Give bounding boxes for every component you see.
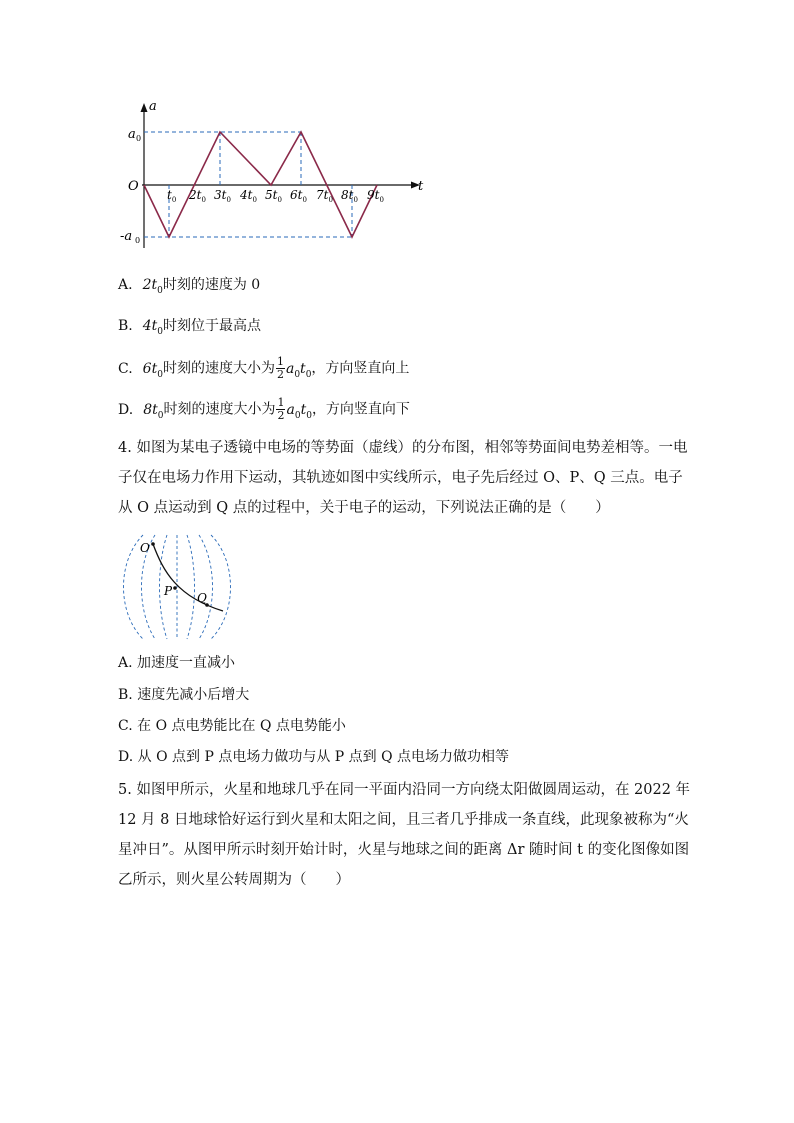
svg-text:-a: -a [120,229,133,244]
q5-line: 乙所示，则火星公转周期为（ ） [118,872,350,888]
option-time: $4t_0$ [142,318,164,337]
svg-text:0: 0 [135,236,141,245]
neg-a0-label [120,229,140,245]
option-time: $8t_0$ [143,401,164,421]
option-text: 时刻的速度大小为 [163,401,276,418]
fraction-one-half: $\frac{1}{2}$ [277,396,285,422]
option-text: 时刻的速度大小为 [162,360,275,377]
option-text: 时刻的速度为 0 [162,277,261,293]
acceleration-time-graph [112,98,432,258]
q5-line: 12 月 8 日地球恰好运行到火星和太阳之间，且三者几乎排成一条直线，此现象被称为“火 [118,812,689,828]
q5-line: 5. 如图甲所示，火星和地球几乎在同一平面内沿同一方向绕太阳做圆周运动，在 2022 年 [118,782,691,798]
option-d[interactable] [118,397,410,425]
label-o: O [140,541,150,555]
svg-text:a: a [128,127,136,142]
option-text-post: ，方向竖直向下 [311,401,410,418]
option-expr: $a_0t_0$ [286,401,312,421]
q4-option-a[interactable]: A. 加速度一直减小 [118,655,236,671]
question-5-stem [118,775,691,895]
option-letter: D. [118,401,134,418]
option-a[interactable] [118,275,260,301]
t-tick-labels [167,188,384,204]
option-text: 时刻位于最高点 [163,318,262,334]
tick-label: $9t_0$ [367,188,384,204]
q4-line: 子仅在电场力作用下运动，其轨迹如图中实线所示，电子先后经过 O、P、Q 三点。电子 [118,470,683,486]
option-letter: A. [118,277,133,293]
tick-label: $4t_0$ [240,188,257,204]
q4-line: 从 O 点运动到 Q 点的过程中，关于电子的运动，下列说法正确的是（ ） [118,500,610,516]
origin-label: O [128,179,139,194]
q4-option-d[interactable]: D. 从 O 点到 P 点电场力做功与从 P 点到 Q 点电场力做功相等 [118,749,510,765]
question-4-stem [118,433,688,523]
t-axis-label: t [418,179,424,194]
tick-label: $8t_0$ [341,188,358,204]
point-p [173,586,177,590]
q4-line: 4. 如图为某电子透镜中电场的等势面（虚线）的分布图，相邻等势面间电势差相等。一电 [118,440,688,456]
tick-label: $6t_0$ [290,188,307,204]
tick-label: $t_0$ [167,188,177,204]
svg-text:0: 0 [136,134,142,143]
a-axis-arrow [141,103,148,112]
option-letter: C. [118,360,133,377]
a0-label [128,127,141,143]
q4-option-c[interactable]: C. 在 O 点电势能比在 Q 点电势能小 [118,718,346,734]
fraction-one-half: $\frac{1}{2}$ [276,355,284,381]
a-axis-label: a [149,99,157,114]
q5-line: 星冲日”。从图甲所示时刻开始计时，火星与地球之间的距离 Δr 随时间 t 的变化图像如图 [118,842,690,858]
tick-label: $5t_0$ [265,188,282,204]
tick-label: $2t_0$ [189,188,206,204]
option-time: $2t_0$ [142,277,163,296]
equipotential-figure [115,531,245,643]
point-o [151,542,155,546]
option-time: $6t_0$ [142,360,163,380]
label-q: Q [197,591,207,605]
q4-option-b[interactable]: B. 速度先减小后增大 [118,687,250,703]
option-text-post: ，方向竖直向上 [311,360,410,377]
option-c[interactable] [118,356,409,384]
tick-label: $3t_0$ [214,188,231,204]
option-expr: $a_0t_0$ [285,360,312,380]
option-letter: B. [118,318,133,334]
option-b[interactable] [118,316,261,342]
tick-label: $7t_0$ [316,188,333,204]
label-p: P [164,584,173,598]
